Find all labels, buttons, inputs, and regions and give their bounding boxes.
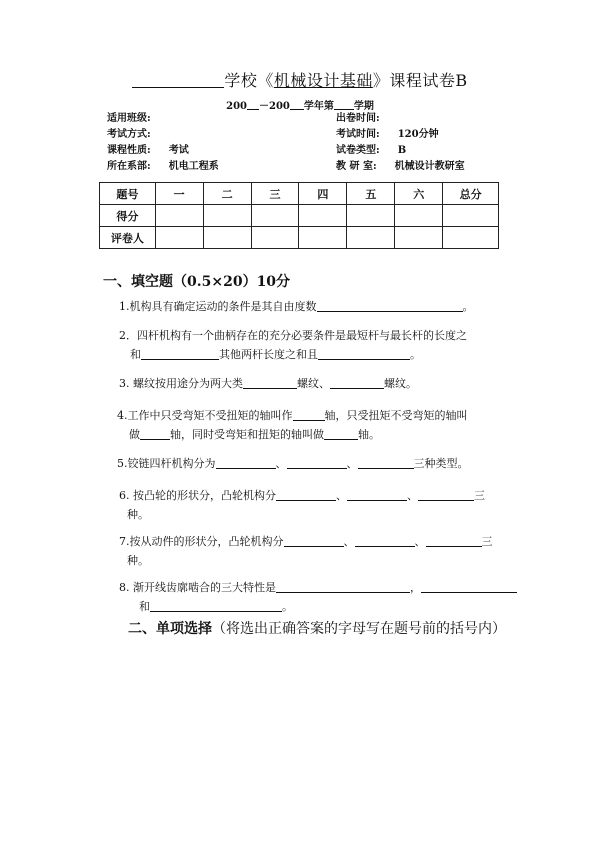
q3-blank-2 [330,376,384,389]
score-row [100,205,499,227]
grader-cell [203,227,251,249]
grader-cell [251,227,299,249]
exam-method-row [107,127,219,143]
q6-line2: 种。 [127,508,149,521]
score-cell [155,205,203,227]
year-a: 200 [226,101,247,112]
q6-blank-3 [418,488,474,501]
score-table [99,182,499,249]
score-cell [299,205,347,227]
q5-end: 三种类型。 [413,457,469,470]
score-row-label: 得分 [100,205,156,227]
q7-blank-2 [355,534,415,547]
question-6 [119,486,485,524]
info-left [107,111,219,175]
q6-pre: 6. 按凸轮的形状分，凸轮机构分 [119,489,276,502]
score-cell [251,205,299,227]
score-cell [347,205,395,227]
q7-pre: 7.按从动件的形状分，凸轮机构分 [119,535,284,548]
q8-line2-pre: 和 [139,600,150,613]
score-cell [395,205,443,227]
q6-sep-2: 、 [407,489,418,502]
q5-blank-1 [216,456,276,469]
info-right [336,111,465,175]
dept-value: 机电工程系 [168,161,219,172]
q5-sep-2: 、 [346,457,358,470]
term-blank [334,99,354,110]
nature-label: 课程性质: [107,145,151,156]
q8-blank-2 [421,580,517,593]
header-cell: 六 [395,183,443,205]
date-row [336,111,465,127]
header-cell: 三 [251,183,299,205]
q1-text: 1.机构具有确定运动的条件是其自由度数 [119,300,317,313]
q4-line2 [117,425,468,444]
section-2-title [128,618,506,638]
q7-sep-1: 、 [343,535,355,548]
question-1 [119,297,474,316]
q2-mid: 其他两杆长度之和且 [219,348,318,361]
question-2 [119,326,467,364]
q4-blank-2 [140,427,170,440]
q2-end: 。 [410,348,421,361]
q8-pre: 8. 渐开线齿廓啮合的三大特性是 [119,581,276,594]
grader-cell [299,227,347,249]
q7-blank-1 [284,534,344,547]
time-row [336,127,465,143]
header-cell: 题号 [100,183,156,205]
q5-pre: 5.铰链四杆机构分为 [117,457,216,470]
year-blank-1 [247,99,259,110]
type-value: B [397,145,407,156]
q6-blank-1 [276,488,336,501]
q5-sep-1: 、 [275,457,287,470]
q8-end: 。 [282,600,293,613]
year-blank-2 [290,99,304,110]
year-term-label: 学年第 [303,101,334,112]
grader-cell [347,227,395,249]
grader-cell [395,227,443,249]
section-1-title: 一、填空题（0.5×20）10分 [103,274,291,290]
q4-line1-end: 轴，只受扭矩不受弯矩的轴叫 [324,409,468,422]
q7-line1 [119,532,493,551]
score-table-header-row [100,183,499,205]
office-label: 教 研 室: [336,161,377,172]
q1-end: 。 [462,300,474,313]
dept-row [107,159,219,175]
time-label: 考试时间: [336,129,380,140]
q8-line2 [119,597,517,616]
term-label: 学期 [353,101,374,112]
q6-blank-2 [347,488,407,501]
q4-blank-1 [293,408,325,421]
q4-line2-pre: 做 [129,428,140,441]
course-name: 机械设计基础 [273,71,373,90]
q8-blank-3 [150,599,282,612]
grader-row-label: 评卷人 [100,227,156,249]
question-4 [117,406,468,444]
academic-year-line [0,97,600,112]
class-label: 适用班级: [107,113,151,124]
nature-row [107,143,219,159]
q2-line2 [119,345,467,364]
q6-line1 [119,486,485,505]
q6-end: 三 [474,489,485,502]
q2-blank-1 [141,347,219,360]
q3-pre: 3. 螺纹按用途分为两大类 [119,377,243,390]
header-cell: 二 [203,183,251,205]
q8-line1 [119,578,517,597]
q4-line1 [117,406,468,425]
dept-label: 所在系部: [107,161,151,172]
q4-blank-3 [324,427,358,440]
q6-sep-1: 、 [336,489,347,502]
header-cell: 四 [299,183,347,205]
nature-value: 考试 [168,145,189,156]
title-prefix: 学校《 [224,71,274,90]
type-label: 试卷类型: [336,145,380,156]
question-3 [119,374,417,393]
q7-blank-3 [426,534,482,547]
exam-title [0,68,600,91]
title-suffix: 》课程试卷B [372,71,468,90]
q4-mid: 轴，同时受弯矩和扭矩的轴叫做 [170,428,324,441]
question-7 [119,532,493,570]
q5-blank-3 [358,456,414,469]
exam-method-label: 考试方式: [107,129,151,140]
header-cell: 总分 [443,183,499,205]
q3-blank-1 [243,376,297,389]
section-2-label: 二、单项选择 [128,621,212,637]
score-cell [443,205,499,227]
section-2-note: （将选出正确答案的字母写在题号前的括号内） [212,621,506,637]
q4-pre: 4.工作中只受弯矩不受扭矩的轴叫作 [117,409,293,422]
score-cell [203,205,251,227]
question-5 [117,454,469,473]
question-8 [119,578,517,616]
class-row [107,111,219,127]
q3-mid: 螺纹、 [297,377,330,390]
q7-line2: 种。 [127,554,149,567]
q2-line1: 2．四杆机构有一个曲柄存在的充分必要条件是最短杆与最长杆的长度之 [119,329,467,342]
office-value: 机械设计教研室 [394,161,465,172]
q3-end: 螺纹。 [384,377,417,390]
header-cell: 五 [347,183,395,205]
q8-blank-1 [276,580,410,593]
q2-blank-2 [318,347,410,360]
q7-sep-2: 、 [414,535,426,548]
school-name-blank [132,73,224,88]
header-cell: 一 [155,183,203,205]
time-value: 120分钟 [397,129,439,140]
q5-blank-2 [287,456,347,469]
office-row [336,159,465,175]
q1-blank [317,299,463,312]
grader-row [100,227,499,249]
grader-cell [443,227,499,249]
date-label: 出卷时间: [336,113,380,124]
year-sep: －200 [259,101,290,112]
grader-cell [155,227,203,249]
q8-sep: ， [410,581,421,594]
q4-end: 轴。 [358,428,380,441]
q7-end: 三 [481,535,493,548]
q2-pre: 和 [130,348,141,361]
type-row [336,143,465,159]
